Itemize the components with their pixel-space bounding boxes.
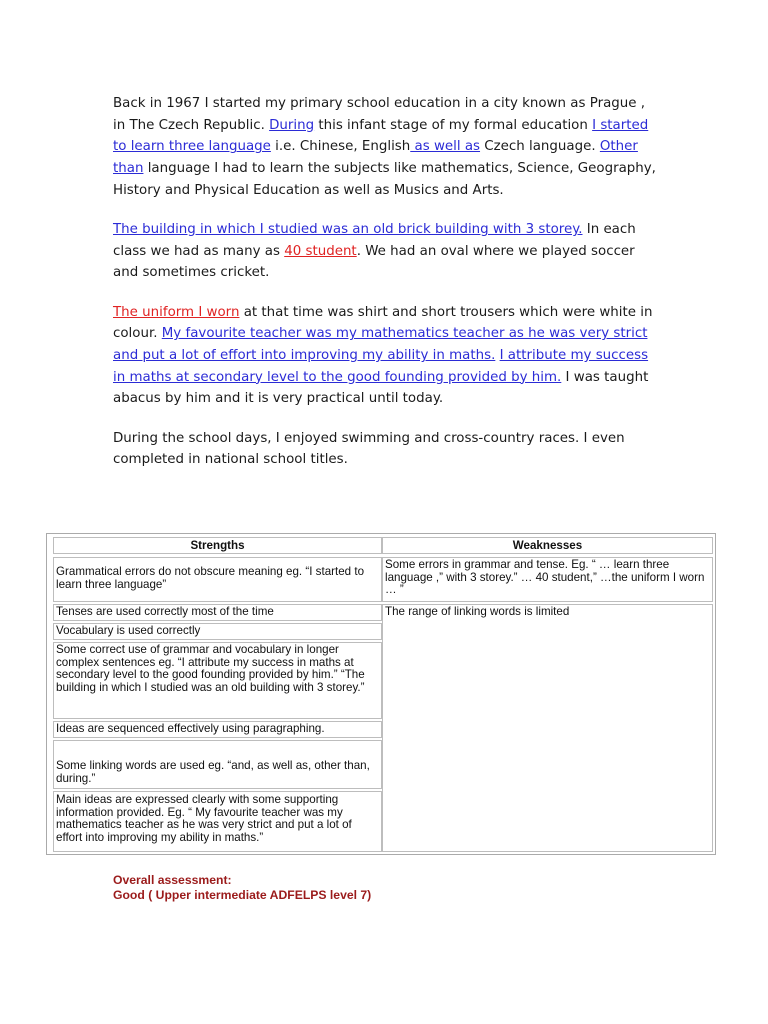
essay-text [113,93,658,489]
assessment-table [46,533,716,855]
weaknesses-header: Weaknesses [382,537,713,554]
text-run: Czech language. [480,139,600,155]
text-run: at that time was shirt and short trousers which were white in colour. [113,304,653,342]
text-run: Back in 1967 I started my primary school education in a city known as Prague , in The Czech Republic. [113,96,646,133]
overall-assessment-label: Overall assessment: [113,873,232,887]
strength-cell-7: Main ideas are expressed clearly with some supporting information provided. Eg. “ My favourite teacher was my mathematics teacher as he was very strict and put a lot of effort into improving my ability in maths.” [53,791,382,852]
weakness-cell-1: Some errors in grammar and tense. Eg. “ … learn three language ,” with 3 storey.” … 40 student,” …the uniform I worn … ” [382,557,713,602]
overall-assessment-value: Good ( Upper intermediate ADFELPS level 7) [113,887,372,902]
highlighted-phrase: Other than [113,139,638,177]
essay-paragraph-1 [113,93,658,202]
highlighted-phrase: 40 student [284,243,357,259]
essay-paragraph-3 [113,302,658,411]
strength-cell-1: Grammatical errors do not obscure meaning eg. “I started to learn three language” [53,557,382,602]
highlighted-phrase: The uniform I worn [113,304,240,320]
text-run: this infant stage of my formal education [314,117,593,133]
strength-cell-3: Vocabulary is used correctly [53,623,382,640]
text-run: In each class we had as many as [113,222,636,259]
overall-assessment [113,873,371,902]
strengths-header: Strengths [53,537,382,554]
strength-cell-4: Some correct use of grammar and vocabulary in longer complex sentences eg. “I attribute my success in maths at secondary level to the good founding provided by him.” “The building in which I studied was an old building with 3 storey.” [53,642,382,719]
highlighted-phrase: I attribute my success in maths at secondary level to the good founding provided by him. [113,348,649,385]
weakness-cell-2: The range of linking words is limited [382,604,713,852]
highlighted-phrase: I started to learn three language [113,117,649,155]
text-run: I was taught abacus by him and it is very practical until today. [113,369,649,407]
highlighted-phrase: as well as [410,139,481,155]
highlighted-phrase: During [269,117,315,133]
text-run: language I had to learn the subjects like mathematics, Science, Geography, History and Physical Education as well as Musics and Arts. [113,161,656,198]
strength-cell-2: Tenses are used correctly most of the time [53,604,382,621]
strength-cell-5: Ideas are sequenced effectively using paragraphing. [53,721,382,738]
highlighted-phrase: The building in which I studied was an old brick building with 3 storey. [113,222,583,238]
text-run: . We had an oval where we played soccer and sometimes cricket. [113,243,635,281]
text-run: During the school days, I enjoyed swimming and cross-country races. I even completed in national school titles. [113,430,625,468]
text-run: i.e. Chinese, English [270,139,411,155]
essay-paragraph-2 [113,219,658,284]
strength-cell-6: Some linking words are used eg. “and, as well as, other than, during.” [53,740,382,789]
highlighted-phrase: My favourite teacher was my mathematics teacher as he was very strict and put a lot of effort into improving my ability in maths. [113,326,648,364]
essay-paragraph-4 [113,428,658,471]
